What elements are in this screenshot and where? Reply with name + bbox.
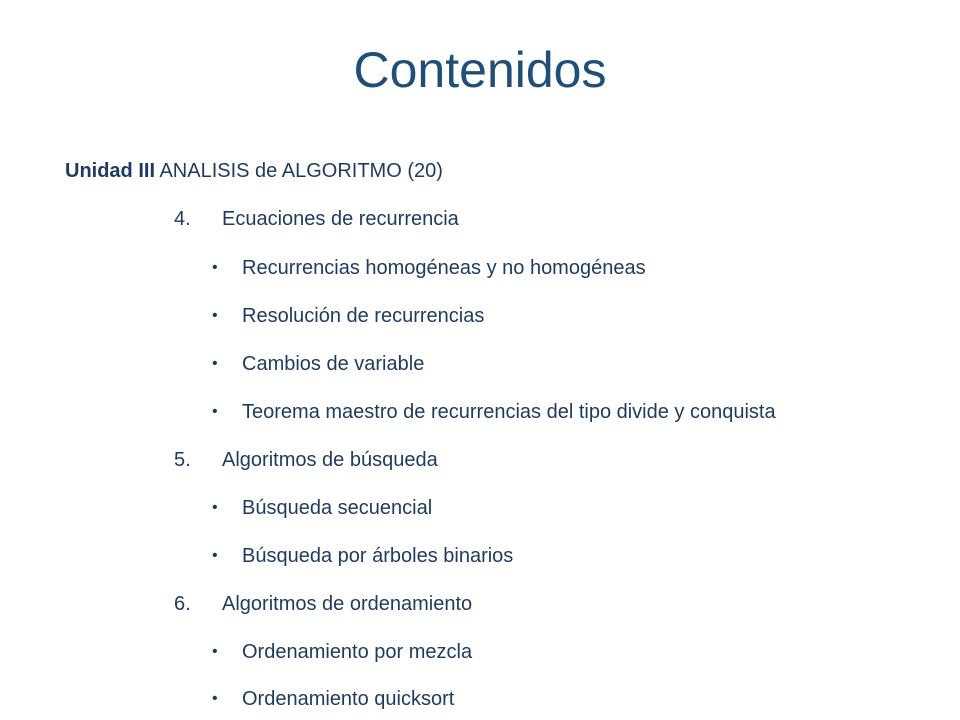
list-item-label: Teorema maestro de recurrencias del tipo divide y conquista <box>242 401 776 423</box>
bullet-icon: • <box>212 259 218 276</box>
slide-title: Contenidos <box>353 42 607 98</box>
bullet-icon: • <box>212 307 218 324</box>
list-item-label: Recurrencias homogéneas y no homogéneas <box>242 257 646 279</box>
list-item-label: Búsqueda por árboles binarios <box>242 545 514 567</box>
bullet-icon: • <box>212 547 218 564</box>
section-title: Ecuaciones de recurrencia <box>222 208 459 230</box>
bullet-icon: • <box>212 643 218 660</box>
list-item-label: Ordenamiento quicksort <box>242 688 455 710</box>
list-item-label: Cambios de variable <box>242 353 425 375</box>
unit-title: ANALISIS de ALGORITMO (20) <box>159 160 443 182</box>
section-number: 6. <box>174 593 191 615</box>
bullet-icon: • <box>212 403 218 420</box>
list-item-label: Resolución de recurrencias <box>242 305 485 327</box>
section-title: Algoritmos de ordenamiento <box>222 593 473 615</box>
bullet-icon: • <box>212 690 218 707</box>
bullet-icon: • <box>212 499 218 516</box>
unit-heading <box>65 157 443 185</box>
section-number: 5. <box>174 449 191 471</box>
section-title: Algoritmos de búsqueda <box>222 449 438 471</box>
list-item-label: Ordenamiento por mezcla <box>242 641 473 663</box>
list-item-label: Búsqueda secuencial <box>242 497 433 519</box>
unit-label: Unidad III <box>65 160 155 182</box>
section-number: 4. <box>174 208 191 230</box>
bullet-icon: • <box>212 355 218 372</box>
